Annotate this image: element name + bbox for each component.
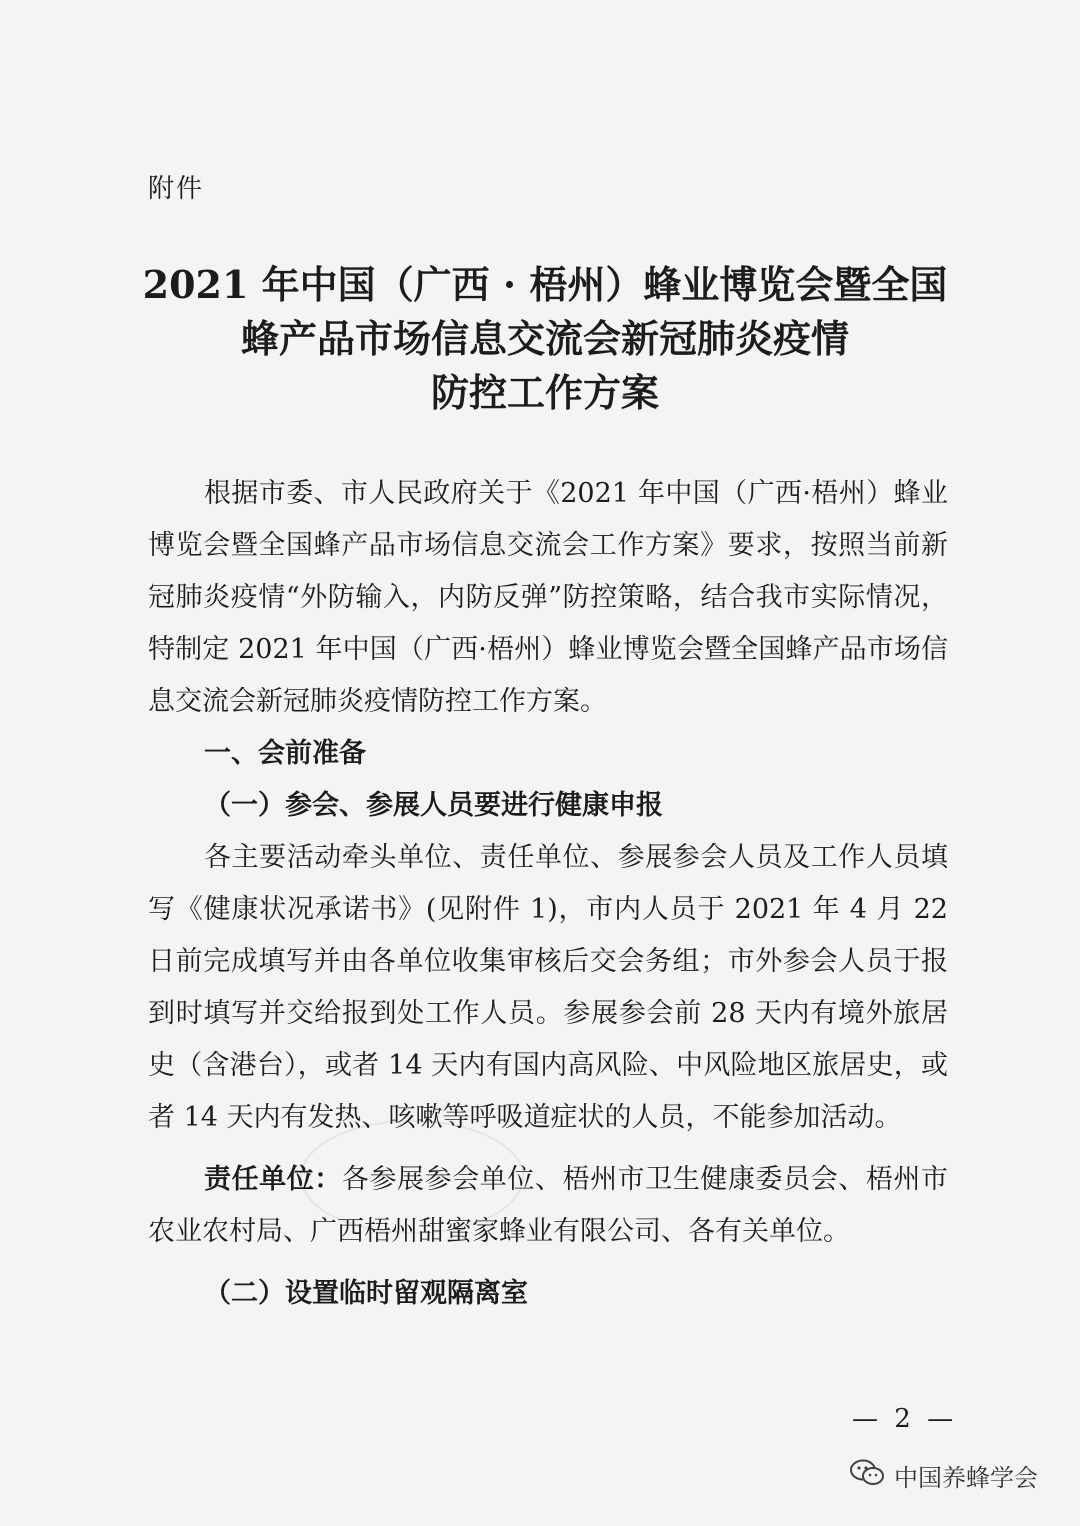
wechat-icon (850, 1459, 884, 1493)
page-number: — 2 — (852, 1404, 958, 1434)
title-line-1: 2021 年中国（广西 · 梧州）蜂业博览会暨全国 (142, 262, 948, 307)
subsection-heading-2: （二）设置临时留观隔离室 (204, 1278, 528, 1309)
intro-paragraph: 根据市委、市人民政府关于《2021 年中国（广西·梧州）蜂业博览会暨全国蜂产品市场信息交流会工作方案》要求，按照当前新冠肺炎疫情“外防输入，内防反弹”防控策略，结合我市实际情况，特制定 2021 年中国（广西·梧州）蜂业博览会暨全国蜂产品市场信息交流会新冠肺炎疫情防控工作方案。 (148, 478, 948, 717)
document-title (120, 258, 970, 420)
responsible-units (148, 1154, 948, 1258)
attachment-label: 附件 (148, 174, 205, 204)
watermark (850, 1458, 1038, 1493)
document-body (148, 468, 948, 1320)
section-heading-1: 一、会前准备 (204, 738, 366, 769)
watermark-text: 中国养蜂学会 (894, 1464, 1038, 1492)
title-line-3: 防控工作方案 (430, 370, 659, 415)
subsection-heading-1: （一）参会、参展人员要进行健康申报 (204, 790, 663, 821)
paragraph-health-declaration: 各主要活动牵头单位、责任单位、参展参会人员及工作人员填写《健康状况承诺书》(见附件 1)，市内人员于 2021 年 4 月 22 日前完成填写并由各单位收集审核后交会务组；市外参会人员于报到时填写并交给报到处工作人员。参展参会前 28 天内有境外旅居史（含港台），或者 14 天内有国内高风险、中风险地区旅居史，或者 14 天内有发热、咳嗽等呼吸道症状的人员，不能参加活动。 (148, 842, 948, 1133)
title-line-2: 蜂产品市场信息交流会新冠肺炎疫情 (240, 316, 849, 361)
responsible-units-text: 各参展参会单位、梧州市卫生健康委员会、梧州市农业农村局、广西梧州甜蜜家蜂业有限公司、各有关单位。 (148, 1164, 949, 1247)
responsible-units-label: 责任单位： (204, 1164, 342, 1195)
